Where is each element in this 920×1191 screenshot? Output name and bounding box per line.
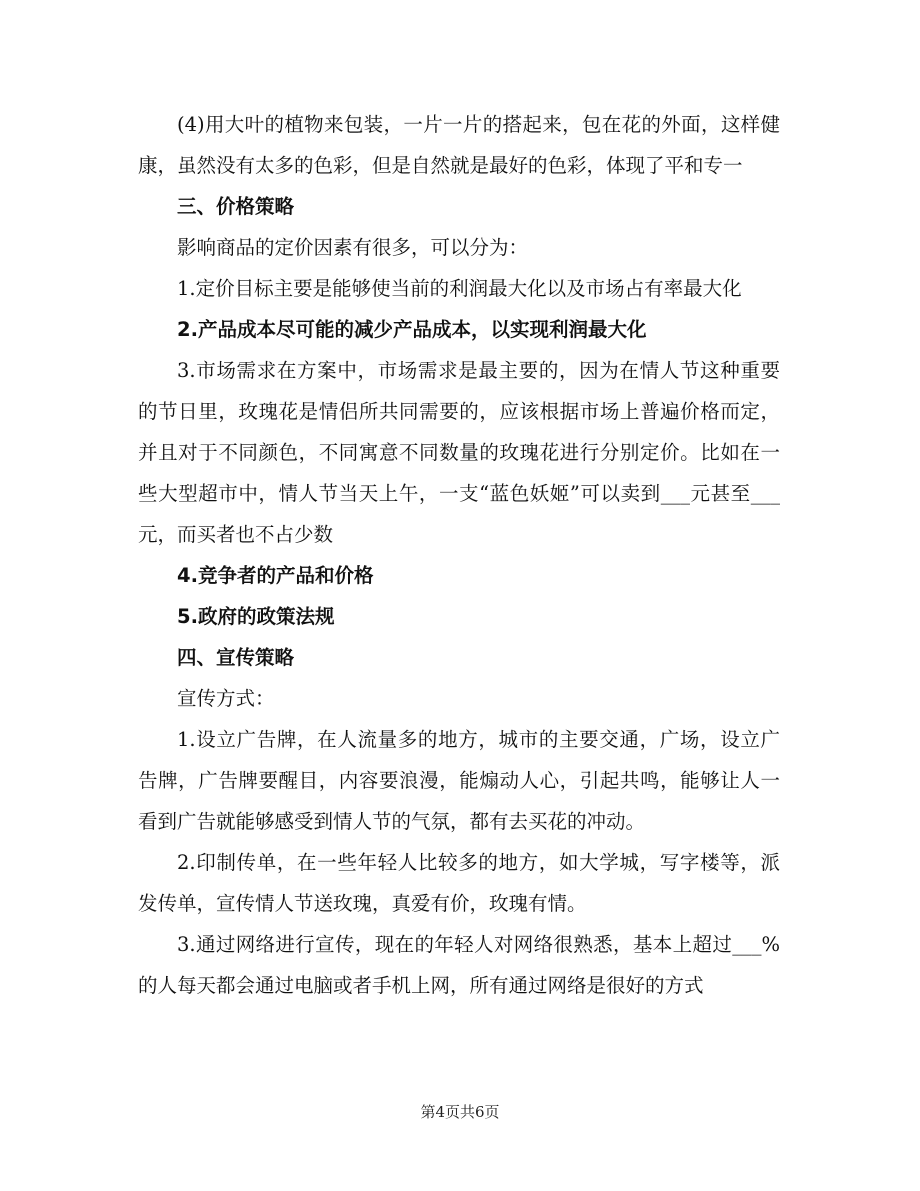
heading-competitors: 4.竞争者的产品和价格: [177, 564, 374, 587]
heading-product-cost: 2.产品成本尽可能的减少产品成本，以实现利润最大化: [177, 318, 647, 341]
paragraph-pricing-goal: 1.定价目标主要是能够使当前的利润最大化以及市场占有率最大化: [177, 277, 742, 300]
paragraph-pricing-factors: 影响商品的定价因素有很多，可以分为：: [177, 236, 529, 259]
paragraph-online: 3.通过网络进行宣传，现在的年轻人对网络很熟悉，基本上超过___%的人每天都会通过电脑或者手机上网，所有通过网络是很好的方式: [138, 933, 780, 997]
heading-promotion-strategy: 四、宣传策略: [177, 646, 295, 669]
heading-government-policy: 5.政府的政策法规: [177, 605, 335, 628]
paragraph-billboards: 1.设立广告牌，在人流量多的地方，城市的主要交通，广场，设立广告牌，广告牌要醒目，内容要浪漫，能煽动人心，引起共鸣，能够让人一看到广告就能够感受到情人节的气氛，都有去买花的冲动。: [138, 728, 780, 833]
paragraph-packaging-4: (4)用大叶的植物来包装，一片一片的搭起来，包在花的外面，这样健康，虽然没有太多的色彩，但是自然就是最好的色彩，体现了平和专一: [138, 113, 780, 177]
paragraph-promotion-methods: 宣传方式：: [177, 687, 275, 710]
paragraph-market-demand: 3.市场需求在方案中，市场需求是最主要的，因为在情人节这种重要的节日里，玫瑰花是情侣所共同需要的，应该根据市场上普遍价格而定，并且对于不同颜色，不同寓意不同数量的玫瑰花进行分别定价。比如在一些大型超市中，情人节当天上午，一支“蓝色妖姬”可以卖到___元甚至___元，而买者也不占少数: [138, 359, 780, 546]
heading-pricing-strategy: 三、价格策略: [177, 195, 295, 218]
page-number: 第4页共6页: [420, 1103, 500, 1121]
paragraph-flyers: 2.印制传单，在一些年轻人比较多的地方，如大学城，写字楼等，派发传单，宣传情人节送玫瑰，真爱有价，玫瑰有情。: [138, 851, 780, 915]
document-body: [138, 104, 780, 1006]
